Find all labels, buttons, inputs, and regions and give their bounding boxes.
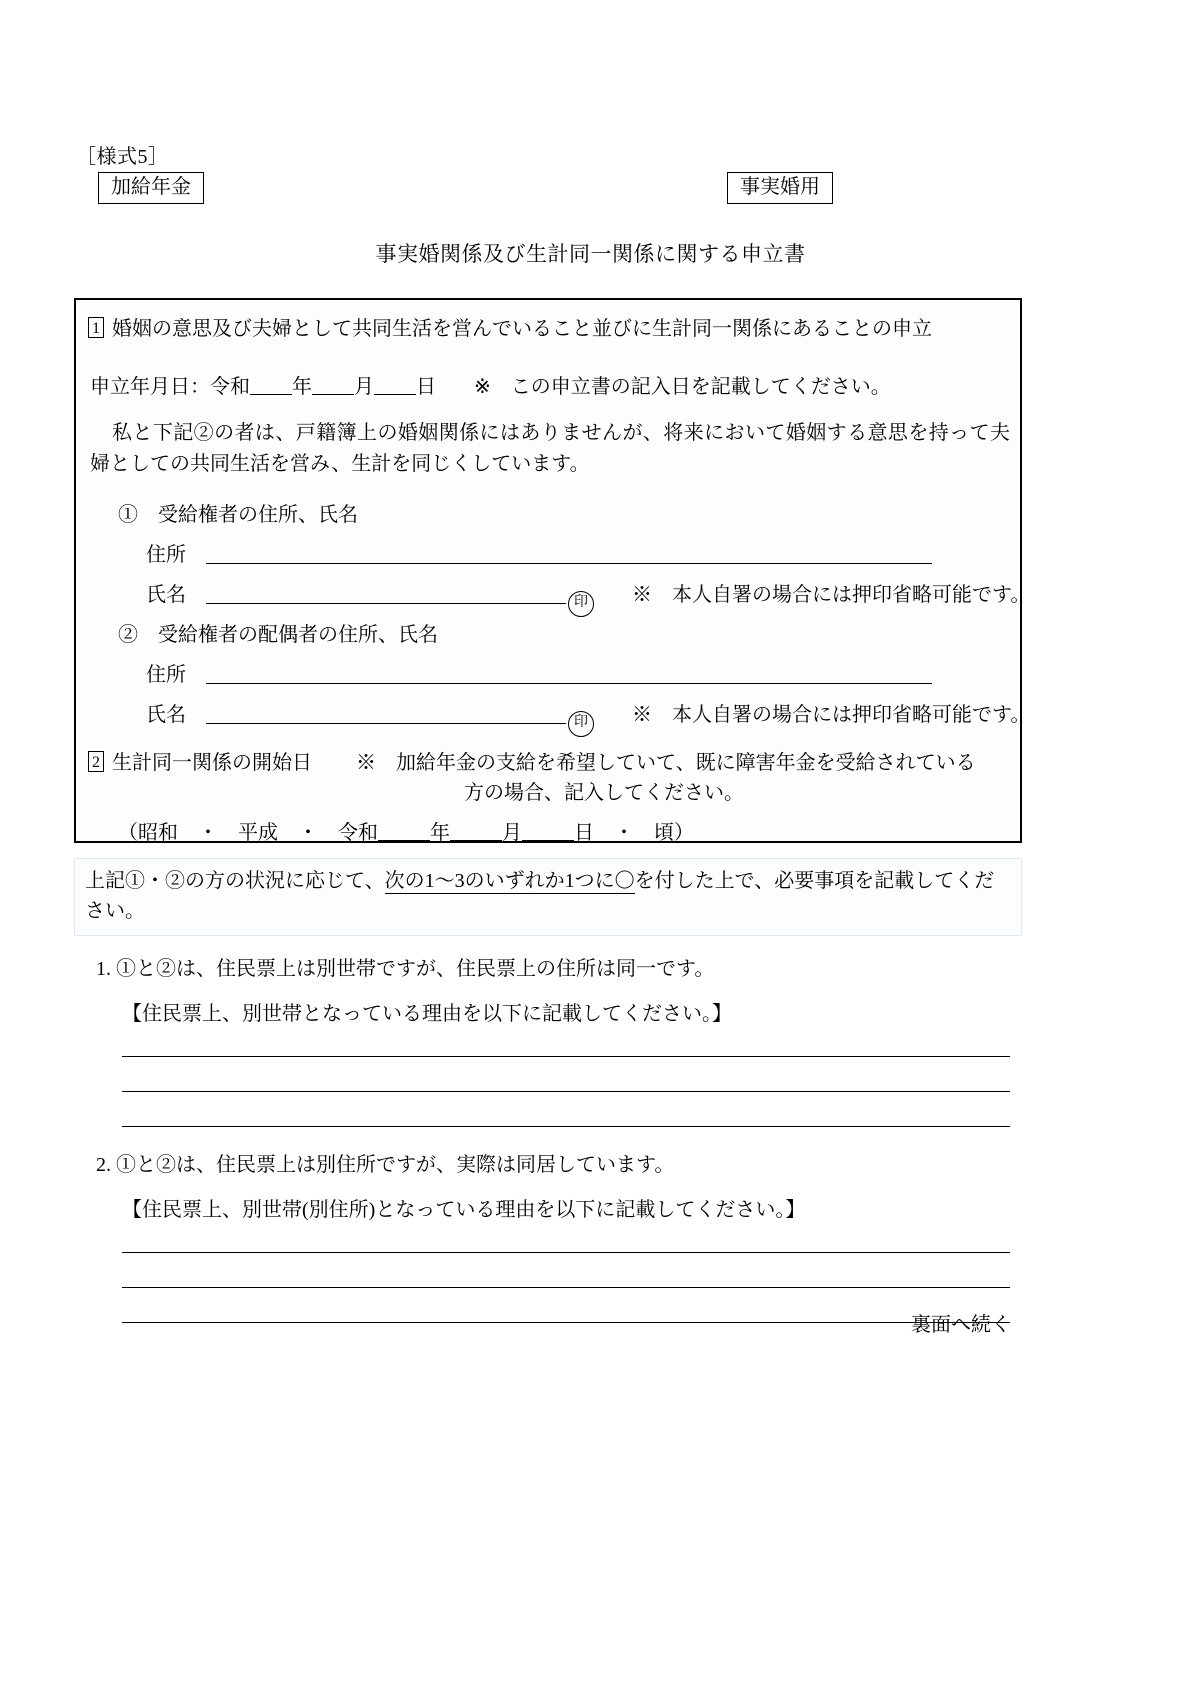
item2-name-label: 氏名 [146, 704, 186, 726]
seal-icon: 印 [568, 711, 594, 737]
write-in-line[interactable] [122, 1218, 1010, 1253]
application-date-row [90, 370, 891, 399]
section2-heading-text: 生計同一関係の開始日 [112, 752, 312, 774]
section2-note-line1: ※ 加給年金の支給を希望していて、既に障害年金を受給されている [356, 752, 976, 774]
item2-name-input[interactable] [206, 706, 566, 724]
write-in-line[interactable] [122, 1022, 1010, 1057]
instruction-part2: を付した上で、必要事項を記載してください。 [85, 870, 995, 922]
section1-number: 1 [88, 317, 104, 338]
tag-kakyu-nenkin: 加給年金 [98, 172, 204, 204]
section2-month-input[interactable] [450, 820, 502, 841]
choice-2-subtitle: 【住民票上、別世帯(別住所)となっている理由を以下に記載してください。】 [122, 1199, 806, 1221]
section2-note-line2: 方の場合、記入してください。 [464, 782, 744, 804]
main-declaration-box [74, 298, 1031, 844]
choice-2-title: 2. ①と②は、住民票上は別住所ですが、実際は同居しています。 [96, 1154, 675, 1176]
declaration-statement-text: 私と下記②の者は、戸籍簿上の婚姻関係にはありませんが、将来において婚姻する意思を持って夫婦としての共同生活を営み、生計を同じくしています。 [90, 422, 1010, 475]
write-in-line[interactable] [122, 1288, 1010, 1323]
section2-year-unit: 年 [430, 822, 450, 844]
item1-name-row [146, 578, 1030, 617]
application-date-day-input[interactable] [374, 374, 416, 395]
section2-heading-row [88, 746, 976, 775]
item1-address-label: 住所 [146, 544, 186, 566]
choice-1-subtitle: 【住民票上、別世帯となっている理由を以下に記載してください。】 [122, 1003, 732, 1025]
section1-heading-row [88, 312, 932, 341]
section2-month-unit: 月 [502, 822, 522, 844]
instruction-band [74, 858, 1022, 936]
item1-address-input[interactable] [206, 546, 932, 564]
item1-seal-note: ※ 本人自署の場合には押印省略可能です。 [632, 584, 1031, 606]
section1-heading-text: 婚姻の意思及び夫婦として共同生活を営んでいること並びに生計同一関係にあることの申立 [112, 318, 932, 340]
section2-day-input[interactable] [522, 820, 574, 841]
write-in-line[interactable] [122, 1057, 1010, 1092]
choice-option-2[interactable] [96, 1148, 805, 1222]
section2-number: 2 [88, 751, 104, 772]
write-in-line[interactable] [122, 1253, 1010, 1288]
item1-address-row [146, 538, 932, 567]
section2-day-unit: 日 ・ 頃） [574, 822, 694, 844]
instruction-underlined: 次の1～3のいずれか1つに〇 [384, 870, 635, 892]
section2-era-prefix: （昭和 ・ 平成 ・ 令和 [118, 822, 378, 844]
item2-label: ② 受給権者の配偶者の住所、氏名 [118, 624, 438, 646]
application-date-month-unit: 月 [354, 376, 374, 398]
item1-name-label: 氏名 [146, 584, 186, 606]
item1-label: ① 受給権者の住所、氏名 [118, 504, 358, 526]
application-date-year-input[interactable] [250, 374, 292, 395]
item2-address-row [146, 658, 932, 687]
application-date-note: ※ この申立書の記入日を記載してください。 [474, 376, 891, 398]
form-code-label: ［様式5］ [76, 146, 169, 168]
item2-address-input[interactable] [206, 666, 932, 684]
item1-name-input[interactable] [206, 586, 566, 604]
section2-start-date-row [118, 816, 694, 845]
item2-seal-note: ※ 本人自署の場合には押印省略可能です。 [632, 704, 1031, 726]
tag-jijitsukon-you: 事実婚用 [727, 172, 833, 204]
choice-2-answer-area[interactable] [122, 1218, 1010, 1323]
continue-to-back-note: 裏面へ続く [911, 1314, 1011, 1336]
section2-year-input[interactable] [378, 820, 430, 841]
page-title: 事実婚関係及び生計同一関係に関する申立書 [375, 242, 806, 266]
application-date-label: 申立年月日：令和 [90, 376, 250, 398]
declaration-statement [90, 418, 1010, 480]
choice-1-answer-area[interactable] [122, 1022, 1010, 1127]
seal-icon: 印 [568, 591, 594, 617]
choice-1-title: 1. ①と②は、住民票上は別世帯ですが、住民票上の住所は同一です。 [96, 958, 715, 980]
instruction-part1: 上記①・②の方の状況に応じて、 [85, 870, 385, 892]
item2-address-label: 住所 [146, 664, 186, 686]
application-date-day-unit: 日 [416, 376, 436, 398]
application-date-month-input[interactable] [312, 374, 354, 395]
item2-name-row [146, 698, 1030, 737]
choice-option-1[interactable] [96, 952, 732, 1026]
write-in-line[interactable] [122, 1092, 1010, 1127]
application-date-year-unit: 年 [292, 376, 312, 398]
